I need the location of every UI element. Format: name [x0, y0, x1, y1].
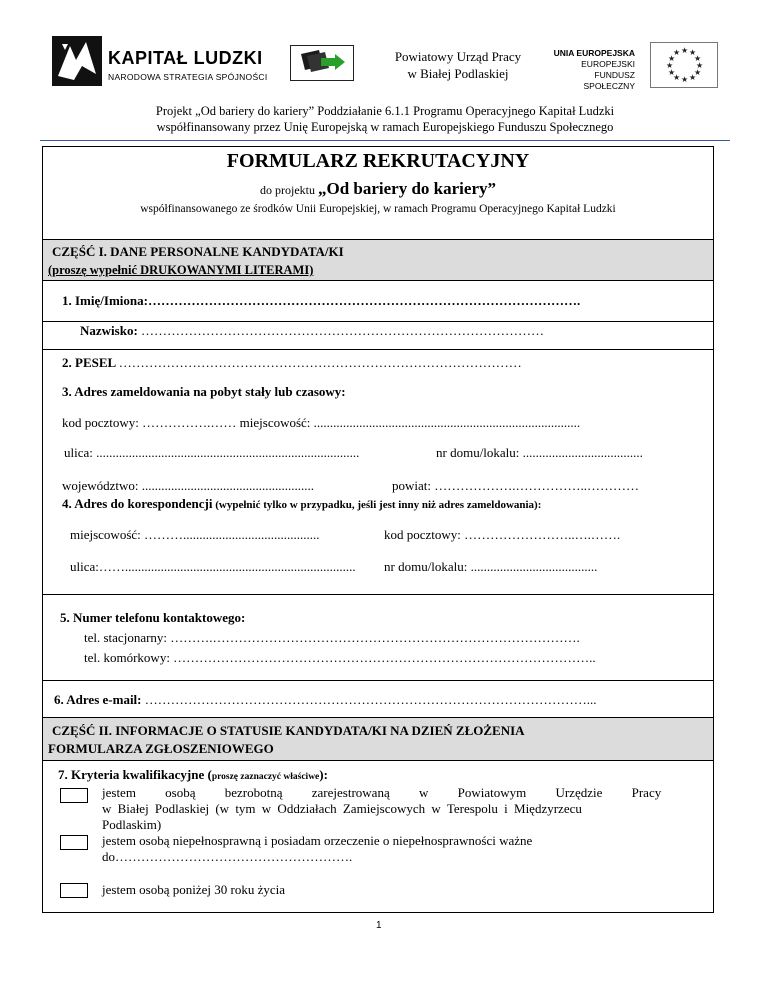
divider — [43, 594, 713, 595]
svg-text:★: ★ — [668, 54, 676, 63]
svg-text:★: ★ — [681, 75, 689, 84]
address-heading: 3. Adres zameldowania na pobyt stały lub czasowy: — [62, 384, 346, 399]
postal-city-field[interactable]: kod pocztowy: …………….…… miejscowość: .................................................................................. — [62, 415, 581, 430]
option1-line2: w Białej Podlaskiej (w tym w Oddziałach Zamiejscowych w Terespolu i Międzyrzecu — [102, 801, 582, 816]
divider — [43, 680, 713, 681]
criteria-heading — [58, 767, 328, 783]
svg-text:★: ★ — [694, 54, 702, 63]
option3-text: jestem osobą poniżej 30 roku życia — [102, 882, 286, 897]
email-label: 6. Adres e-mail: — [54, 692, 145, 707]
part2-heading-line1: CZĘŚĆ II. INFORMACJE O STATUSIE KANDYDATA/KI NA DZIEŃ ZŁOŻENIA — [52, 723, 525, 738]
corr-street-field[interactable]: ulica:……....................................................................... — [70, 559, 356, 574]
project-description — [40, 103, 730, 135]
page-number: 1 — [376, 920, 382, 931]
svg-text:★: ★ — [668, 68, 676, 77]
office-name — [378, 48, 538, 82]
financing-note: współfinansowanego ze środków Unii Europejskiej, w ramach Programu Operacyjnego Kapitał Ludzki — [140, 203, 616, 215]
eu-flag-icon — [650, 42, 718, 88]
correspondence-heading — [62, 496, 541, 512]
email-field[interactable] — [54, 692, 597, 708]
subtitle-project: „Od bariery do kariery” — [317, 179, 496, 198]
svg-text:★: ★ — [694, 68, 702, 77]
form-title: FORMULARZ REKRUTACYJNY — [226, 150, 530, 172]
subtitle-prefix: do projektu — [259, 183, 315, 197]
option2-line1: jestem osobą niepełnosprawną i posiadam orzeczenie o niepełnosprawności ważne — [102, 833, 533, 848]
first-name-field[interactable]: 1. Imię/Imiona:………………………………………………………………………………………. — [62, 293, 581, 308]
correspondence-label: 4. Adres do korespondencji — [62, 496, 213, 511]
office-line-2: w Białej Podlaskiej — [407, 66, 509, 81]
option1-text: jestem osobą bezrobotną zarejestrowaną w Powiatowym Urzędzie Pracy — [102, 785, 662, 800]
divider — [43, 321, 713, 322]
office-line-1: Powiatowy Urząd Pracy — [394, 49, 522, 64]
svg-text:★: ★ — [673, 48, 681, 57]
pup-arrow-icon — [291, 46, 353, 80]
unemployed-checkbox[interactable] — [60, 788, 88, 803]
pup-logo — [290, 45, 354, 81]
criteria-label: 7. Kryteria kwalifikacyjne ( — [58, 767, 212, 782]
header-rule — [40, 140, 730, 141]
criteria-end: ): — [319, 767, 328, 782]
project-line-2: współfinansowany przez Unię Europejską w ramach Europejskiego Funduszu Społecznego — [156, 120, 614, 134]
part2-heading-line2: FORMULARZA ZGŁOSZENIOWEGO — [48, 741, 274, 756]
option2-line2[interactable]: do………………………………………………. — [102, 849, 353, 864]
house-number-field[interactable]: nr domu/lokalu: ..................................... — [436, 445, 643, 460]
mobile-field[interactable]: tel. komórkowy: …………………………………………………………………………………….. — [84, 650, 596, 665]
corr-city-field[interactable]: miejscowość: ……….......................................... — [70, 527, 320, 542]
kapital-ludzki-logo — [52, 36, 272, 92]
landline-field[interactable]: tel. stacjonarny: ……….…………………………………………………………………………. — [84, 630, 580, 645]
svg-text:★: ★ — [696, 61, 704, 70]
disabled-checkbox[interactable] — [60, 835, 88, 850]
project-line-1: Projekt „Od bariery do kariery” Poddziałanie 6.1.1 Programu Operacyjnego Kapitał Ludzki — [155, 104, 615, 118]
kapital-ludzki-emblem-icon — [52, 36, 102, 86]
eu-line-1: UNIA EUROPEJSKA — [553, 48, 635, 58]
correspondence-note: (wypełnić tylko w przypadku, jeśli jest inny niż adres zameldowania): — [212, 499, 542, 511]
svg-text:★: ★ — [689, 73, 697, 82]
pesel-field[interactable] — [62, 355, 522, 371]
last-name-label: Nazwisko: — [80, 323, 142, 338]
eu-label — [545, 48, 635, 92]
logo-title: KAPITAŁ LUDZKI — [108, 48, 263, 68]
option1-line1 — [102, 785, 712, 801]
pesel-label: 2. PESEL — [62, 355, 119, 370]
svg-text:★: ★ — [673, 73, 681, 82]
voivodeship-field[interactable]: województwo: ..................................................... — [62, 478, 315, 493]
corr-house-number-field[interactable]: nr domu/lokalu: ....................................... — [384, 559, 598, 574]
under30-checkbox[interactable] — [60, 883, 88, 898]
divider — [43, 349, 713, 350]
part1-note: (proszę wypełnić DRUKOWANYMI LITERAMI) — [48, 263, 314, 277]
corr-postal-field[interactable]: kod pocztowy: ……………………..….……. — [384, 527, 621, 542]
county-field[interactable]: powiat: ……………….……………..………… — [392, 478, 639, 493]
part1-heading: CZĘŚĆ I. DANE PERSONALNE KANDYDATA/KI — [52, 244, 344, 259]
pesel-dots: ………………………………………………………………………………… — [118, 355, 522, 370]
svg-text:★: ★ — [666, 61, 674, 70]
eu-line-3: FUNDUSZ SPOŁECZNY — [583, 70, 635, 91]
phone-heading: 5. Numer telefonu kontaktowego: — [60, 610, 246, 625]
svg-text:★: ★ — [681, 46, 689, 55]
eu-line-2: EUROPEJSKI — [581, 59, 635, 69]
option1-line3: Podlaskim) — [102, 817, 162, 832]
email-dots: …………………………………………………………………………………………... — [144, 692, 597, 707]
logo-subtitle: NARODOWA STRATEGIA SPÓJNOŚCI — [108, 72, 268, 82]
last-name-field[interactable] — [80, 323, 544, 339]
svg-text:★: ★ — [689, 48, 697, 57]
street-field[interactable]: ulica: ................................................................................. — [64, 445, 360, 460]
last-name-dots: ………………………………………………………………………………… — [141, 323, 545, 338]
form-subtitle — [42, 179, 714, 199]
criteria-note: proszę zaznaczyć właściwe — [211, 772, 320, 782]
